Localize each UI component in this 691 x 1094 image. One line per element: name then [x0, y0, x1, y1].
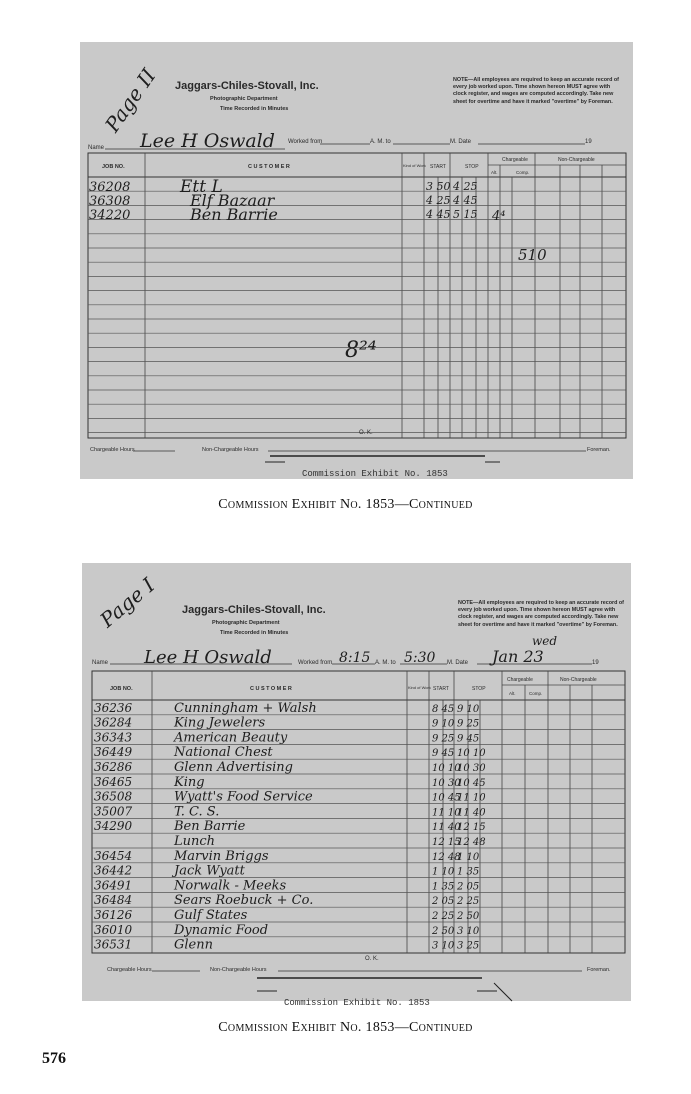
chargeable-hours-label: Chargeable Hours — [90, 447, 135, 453]
table-row-job: 36343 — [94, 730, 133, 745]
table-row-job: 36286 — [94, 760, 133, 774]
instruction-note: NOTE—All employees are required to keep an accurate record of every job worked upon. Time shown hereon MUST agree with clock register, and wages are computed accordingly. Take new sheet for overtime and have it marked "overtime" by Foreman. — [453, 77, 619, 105]
page-number: 576 — [42, 1050, 66, 1067]
table-row-start: 3 50 — [426, 180, 451, 193]
table-row-stop: 9 45 — [457, 733, 480, 745]
table-row-customer: Glenn Advertising — [174, 760, 293, 775]
exhibit-stamp: Commission Exhibit No. 1853 — [302, 469, 448, 479]
header-chargeable: Chargeable — [502, 157, 528, 163]
header-start: START — [430, 164, 446, 170]
table-row-stop: 12 48 — [457, 837, 486, 848]
non-chargeable-hours-label: Non-Chargeable Hours — [210, 967, 267, 973]
page-mark: Page II — [100, 64, 161, 137]
table-row-job: 36284 — [94, 715, 133, 730]
company-name: Jaggars-Chiles-Stovall, Inc. — [182, 604, 326, 616]
table-row-job: 36126 — [94, 908, 133, 922]
table-row-start: 11 10 — [432, 807, 461, 819]
worked-from-label: Worked from — [288, 139, 323, 145]
table-row-start: 4 25 — [426, 194, 451, 207]
header-stop: STOP — [472, 686, 486, 692]
instruction-note: NOTE—All employees are required to keep an accurate record of every job worked upon. Time shown hereon MUST agree with clock register, and wages are computed accordingly. Take new sheet for overtime and have it marked "overtime" by Foreman. — [458, 600, 624, 628]
table-row-start: 2 50 — [432, 925, 455, 937]
table-row-stop: 11 40 — [457, 807, 486, 819]
table-row-stop: 10 45 — [457, 777, 486, 789]
table-row-stop: 2 50 — [457, 911, 480, 922]
table-row-stop: 2 25 — [457, 896, 480, 908]
table-row-customer: T. C. S. — [174, 804, 220, 820]
table-row-customer: King Jewelers — [174, 715, 266, 731]
employee-name: Lee H Oswald — [144, 647, 272, 668]
table-row-customer: Ben Barrie — [174, 819, 246, 835]
table-row-customer: Wyatt's Food Service — [174, 789, 313, 805]
time-note: Time Recorded in Minutes — [220, 106, 289, 112]
table-row-customer: Glenn — [174, 937, 213, 953]
year-prefix: 19 — [585, 139, 592, 145]
entries-top — [89, 177, 547, 363]
table-row-start: 2 05 — [432, 896, 455, 908]
year-prefix: 19 — [592, 660, 599, 666]
table-row-start: 2 25 — [432, 911, 455, 922]
header-non-chargeable: Non-Chargeable — [558, 157, 595, 163]
table-row-start: 9 25 — [432, 733, 455, 745]
table-row-start: 9 45 — [432, 748, 455, 760]
margin-mark: 4⁴ — [492, 209, 506, 224]
table-row-job: 36491 — [94, 878, 133, 893]
table-row-customer: Jack Wyatt — [174, 863, 245, 879]
non-chargeable-hours-label: Non-Chargeable Hours — [202, 447, 259, 453]
page-mark: Page I — [95, 572, 160, 633]
table-row-customer: King — [174, 774, 205, 790]
timesheet-photo-page-2 — [80, 42, 633, 479]
header-non-chargeable: Non-Chargeable — [560, 677, 597, 683]
table-row-stop: 1 35 — [457, 866, 480, 878]
table-row-job: 35007 — [94, 804, 133, 819]
am-label: A. M. to — [370, 139, 391, 145]
table-row-job: 36508 — [94, 789, 133, 804]
date-value: Jan 23 — [492, 647, 544, 666]
table-row-start: 10 10 — [432, 763, 461, 774]
header-comp: Comp. — [516, 170, 530, 175]
caption-top: Commission Exhibit No. 1853—Continued — [218, 497, 473, 512]
header-chargeable: Chargeable — [507, 677, 533, 683]
worked-to-value: 5:30 — [404, 650, 436, 666]
table-row-job: 34290 — [94, 819, 133, 834]
table-row-job: 36454 — [94, 848, 133, 863]
department-name: Photographic Department — [210, 96, 278, 102]
am-label: A. M. to — [375, 660, 396, 666]
table-row-stop: 1 10 — [457, 851, 480, 863]
foreman-label: Foreman. — [587, 967, 611, 973]
table-row-customer: American Beauty — [174, 730, 288, 746]
ok-label: O. K. — [365, 956, 379, 962]
header-stop: STOP — [465, 164, 479, 170]
table-row-job: 36010 — [94, 922, 133, 937]
table-row-stop: 10 30 — [457, 763, 486, 774]
department-name: Photographic Department — [212, 620, 280, 626]
header-comp: Comp. — [529, 691, 543, 696]
header-kind-of-work: Kind of Work — [408, 685, 431, 690]
table-row-customer: Gulf States — [174, 908, 248, 923]
header-alt: Alt. — [491, 170, 498, 175]
table-row-stop: 12 15 — [457, 822, 486, 834]
table-row-stop: 4 25 — [453, 180, 478, 193]
table-row-customer: Cunningham + Walsh — [174, 700, 317, 716]
table-row-job: 36236 — [94, 700, 133, 715]
table-row-job: 36484 — [94, 893, 133, 908]
header-customer: CUSTOMER — [250, 686, 294, 692]
name-label: Name — [92, 660, 109, 666]
table-row-start: 11 40 — [432, 822, 461, 834]
table-row-customer: Ben Barrie — [190, 205, 278, 224]
entries-bottom — [94, 701, 486, 953]
header-job-no: JOB NO. — [110, 686, 133, 692]
table-row-customer: Marvin Briggs — [174, 848, 269, 864]
caption-bottom: Commission Exhibit No. 1853—Continued — [218, 1020, 473, 1035]
table-row-start: 10 45 — [432, 792, 461, 804]
name-label: Name — [88, 145, 105, 151]
date-extra: wed — [532, 634, 558, 648]
margin-mark: 510 — [518, 246, 547, 264]
table-row-job: 36442 — [94, 863, 133, 878]
ok-label: O. K. — [359, 430, 373, 436]
date-label: M. Date — [450, 139, 472, 145]
table-row-start: 8 45 — [432, 703, 455, 715]
table-row-stop: 2 05 — [457, 881, 480, 893]
exhibit-stamp: Commission Exhibit No. 1853 — [284, 998, 430, 1008]
company-name: Jaggars-Chiles-Stovall, Inc. — [175, 80, 319, 92]
table-row-customer: Lunch — [174, 834, 216, 849]
table-row-job: 36308 — [89, 194, 131, 209]
table-row-stop: 9 10 — [457, 703, 480, 715]
header-job-no: JOB NO. — [102, 164, 125, 170]
worked-from-label: Worked from — [298, 660, 333, 666]
date-label: M. Date — [447, 660, 469, 666]
table-row-start: 1 35 — [432, 881, 455, 893]
table-row-customer: Elf Bazaar — [190, 191, 275, 210]
table-row-customer: Dynamic Food — [174, 922, 269, 938]
table-row-job: 36449 — [94, 745, 133, 760]
table-row-start: 12 48 — [432, 851, 461, 863]
time-note: Time Recorded in Minutes — [220, 630, 289, 636]
table-row-stop: 9 25 — [457, 718, 480, 730]
header-start: START — [433, 686, 449, 692]
table-row-job: 36208 — [89, 180, 131, 195]
table-row-stop: 3 25 — [457, 940, 480, 952]
table-row-customer: Sears Roebuck + Co. — [174, 893, 314, 909]
table-row-start: 4 45 — [426, 208, 451, 221]
timesheet-photo-page-1 — [82, 563, 631, 1008]
table-row-start: 3 10 — [432, 940, 455, 952]
header-customer: CUSTOMER — [248, 164, 292, 170]
header-alt: Alt. — [509, 691, 516, 696]
foreman-label: Foreman. — [587, 447, 611, 453]
chargeable-hours-label: Chargeable Hours — [107, 967, 152, 973]
worked-from-value: 8:15 — [339, 650, 371, 666]
table-row-customer: Norwalk - Meeks — [174, 878, 287, 894]
table-row-job: 34220 — [89, 208, 131, 223]
table-row-start: 12 15 — [432, 837, 461, 848]
table-row-stop: 3 10 — [457, 925, 480, 937]
table-row-start: 10 30 — [432, 777, 461, 789]
table-row-stop: 11 10 — [457, 792, 486, 804]
margin-mark: 8²⁴ — [345, 338, 377, 363]
employee-name: Lee H Oswald — [140, 130, 275, 152]
header-kind-of-work: Kind of Work — [403, 163, 426, 168]
table-row-start: 9 10 — [432, 718, 455, 730]
table-row-customer: Ett L — [180, 177, 223, 197]
table-row-stop: 5 15 — [453, 208, 478, 221]
table-row-job: 36531 — [94, 937, 133, 952]
table-row-stop: 10 10 — [457, 748, 486, 760]
table-row-job: 36465 — [94, 774, 133, 789]
table-row-start: 1 10 — [432, 866, 455, 878]
table-row-stop: 4 45 — [453, 194, 478, 207]
table-row-customer: National Chest — [174, 745, 273, 761]
